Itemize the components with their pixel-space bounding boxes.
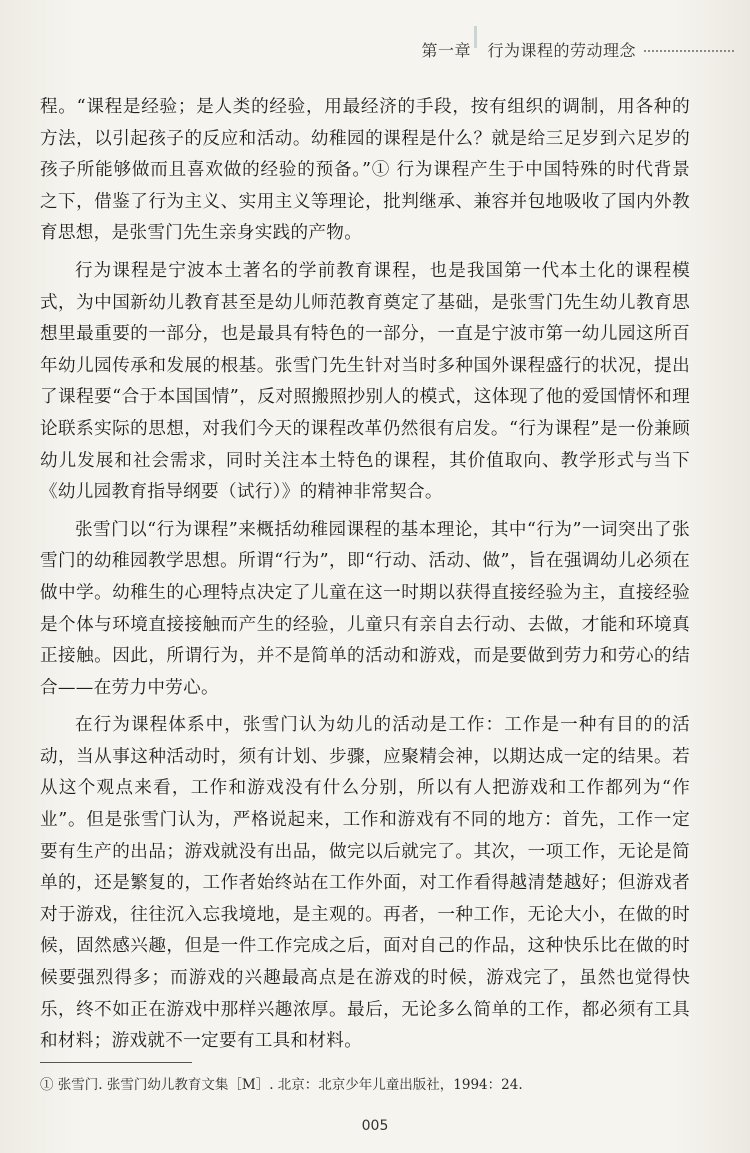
paragraph-1: 程。“课程是经验；是人类的经验，用最经济的手段，按有组织的调制，用各种的方法，以引起孩子的反应和活动。幼稚园的课程是什么？就是给三足岁到六足岁的孩子所能够做而且喜欢做的经验的预备。”① 行为课程产生于中国特殊的时代背景之下，借鉴了行为主义、实用主义等理论，批判继承、兼容并包地吸收了国内外教育思想，是张雪门先生亲身实践的产物。 <box>40 97 690 244</box>
running-header <box>421 30 734 60</box>
chapter-title: 第一章 行为课程的劳动理念 <box>421 41 636 60</box>
header-dotted-rule <box>644 50 734 52</box>
footnote-divider <box>40 1062 192 1063</box>
main-text <box>40 92 690 1064</box>
page-number: 005 <box>361 1118 389 1134</box>
paragraph-2: 行为课程是宁波本土著名的学前教育课程，也是我国第一代本土化的课程模式，为中国新幼儿教育甚至是幼儿师范教育奠定了基础，是张雪门先生幼儿教育思想里最重要的一部分，也是最具有特色的一部分，一直是宁波市第一幼儿园这所百年幼儿园传承和发展的根基。张雪门先生针对当时多种国外课程盛行的状况，提出了课程要“合于本国国情”，反对照搬照抄别人的模式，这体现了他的爱国情怀和理论联系实际的思想，对我们今天的课程改革仍然很有启发。“行为课程”是一份兼顾幼儿发展和社会需求，同时关注本土特色的课程，其价值取向、教学形式与当下《幼儿园教育指导纲要（试行）》的精神非常契合。 <box>40 260 690 503</box>
footnote: ① 张雪门. 张雪门幼儿教育文集［M］. 北京：北京少年儿童出版社，1994：24. <box>40 1077 523 1093</box>
paragraph-3: 张雪门以“行为课程”来概括幼稚园课程的基本理论，其中“行为”一词突出了张雪门的幼稚园教学思想。所谓“行为”，即“行动、活动、做”，旨在强调幼儿必须在做中学。幼稚生的心理特点决定了儿童在这一时期以获得直接经验为主，直接经验是个体与环境直接接触而产生的经验，儿童只有亲自去行动、去做，才能和环境真正接触。因此，所谓行为，并不是简单的活动和游戏，而是要做到劳力和劳心的结合——在劳力中劳心。 <box>40 519 690 698</box>
paragraph-4: 在行为课程体系中，张雪门认为幼儿的活动是工作：工作是一种有目的的活动，当从事这种活动时，须有计划、步骤，应聚精会神，以期达成一定的结果。若从这个观点来看，工作和游戏没有什么分别，所以有人把游戏和工作都列为“作业”。但是张雪门认为，严格说起来，工作和游戏有不同的地方：首先，工作一定要有生产的出品；游戏就没有出品，做完以后就完了。其次，一项工作，无论是简单的，还是繁复的，工作者始终站在工作外面，对工作看得越清楚越好；但游戏者对于游戏，往往沉入忘我境地，是主观的。再者，一种工作，无论大小，在做的时候，固然感兴趣，但是一件工作完成之后，面对自己的作品，这种快乐比在做的时候要强烈得多；而游戏的兴趣最高点是在游戏的时候，游戏完了，虽然也觉得快乐，终不如正在游戏中那样兴趣浓厚。最后，无论多么简单的工作，都必须有工具和材料；游戏就不一定要有工具和材料。 <box>40 715 690 1052</box>
